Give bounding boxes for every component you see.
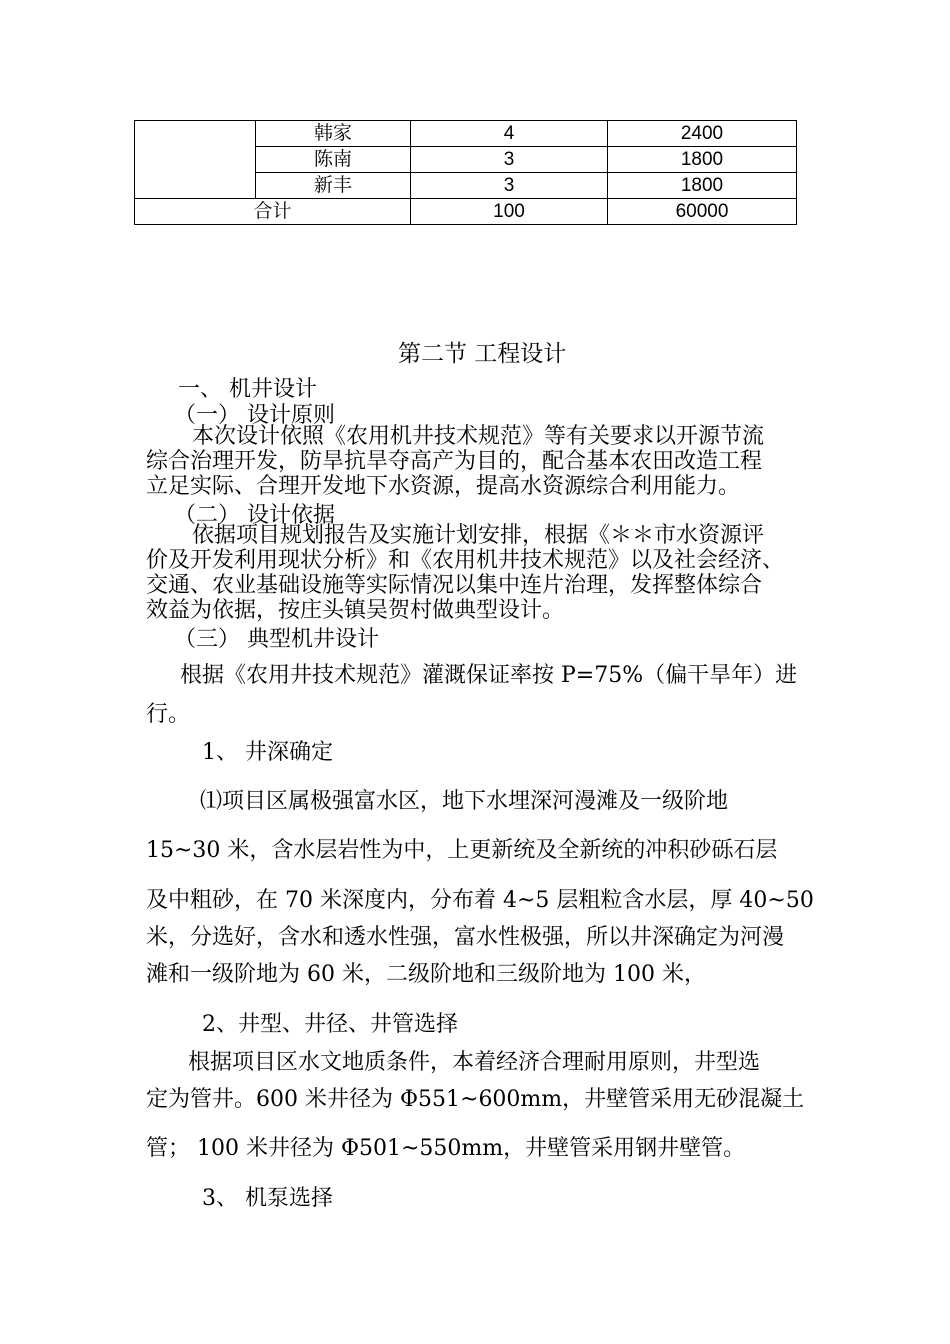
area-cell: 2400 — [608, 121, 797, 147]
paragraph-line: 行。 — [146, 702, 191, 727]
well-count-cell: 4 — [411, 121, 608, 147]
subheading-pump-selection: 3、 机泵选择 — [202, 1186, 333, 1211]
paragraph-line: 15~30 米，含水层岩性为中，上更新统及全新统的冲积砂砾石层 — [146, 838, 778, 863]
heading-design-principle: （一） 设计原则 — [174, 403, 335, 428]
table-total-row — [135, 199, 797, 225]
total-area-cell: 60000 — [608, 199, 797, 225]
heading-design-basis: （二） 设计依据 — [174, 503, 335, 528]
paragraph-line: 交通、农业基础设施等实际情况以集中连片治理，发挥整体综合 — [146, 573, 763, 598]
total-label-cell: 合计 — [135, 199, 411, 225]
area-cell: 1800 — [608, 173, 797, 199]
well-count-cell: 3 — [411, 147, 608, 173]
paragraph-line: 价及开发利用现状分析》和《农用机井技术规范》以及社会经济、 — [146, 548, 785, 573]
well-count-cell: 3 — [411, 173, 608, 199]
paragraph-line: 本次设计依照《农用机井技术规范》等有关要求以开源节流 — [192, 424, 765, 449]
well-allocation-table — [134, 120, 797, 225]
table-cell-merged — [135, 121, 256, 199]
paragraph-line: 管； 100 米井径为 Φ501~550mm，井壁管采用钢井壁管。 — [146, 1136, 746, 1161]
paragraph-line: 滩和一级阶地为 60 米，二级阶地和三级阶地为 100 米， — [146, 962, 706, 987]
table-row — [135, 121, 797, 147]
subheading-well-type: 2、井型、井径、井管选择 — [202, 1012, 458, 1037]
paragraph-line: 依据项目规划报告及实施计划安排，根据《＊＊市水资源评 — [192, 523, 765, 548]
paragraph-line: 米，分选好，含水和透水性强，富水性极强，所以井深确定为河漫 — [146, 925, 785, 950]
paragraph-line: 立足实际、合理开发地下水资源，提高水资源综合利用能力。 — [146, 474, 741, 499]
paragraph-line: 综合治理开发，防旱抗旱夺高产为目的，配合基本农田改造工程 — [146, 449, 763, 474]
village-cell: 韩家 — [256, 121, 411, 147]
total-count-cell: 100 — [411, 199, 608, 225]
subheading-well-depth: 1、 井深确定 — [202, 740, 333, 765]
village-cell: 陈南 — [256, 147, 411, 173]
paragraph-line: 定为管井。600 米井径为 Φ551~600mm，井壁管采用无砂混凝土 — [146, 1087, 805, 1112]
paragraph-line: 效益为依据，按庄头镇吴贺村做典型设计。 — [146, 598, 565, 623]
area-cell: 1800 — [608, 147, 797, 173]
village-cell: 新丰 — [256, 173, 411, 199]
paragraph-line: 及中粗砂，在 70 米深度内，分布着 4~5 层粗粒含水层，厚 40~50 — [146, 888, 814, 913]
section-title: 第二节 工程设计 — [398, 341, 567, 367]
paragraph-line: 根据项目区水文地质条件，本着经济合理耐用原则，井型选 — [188, 1050, 761, 1075]
heading-typical-well-design: （三） 典型机井设计 — [174, 627, 379, 652]
heading-well-design: 一、 机井设计 — [178, 377, 317, 402]
paragraph-line: ⑴项目区属极强富水区，地下水埋深河漫滩及一级阶地 — [200, 789, 729, 814]
paragraph-line: 根据《农用井技术规范》灌溉保证率按 P=75%（偏干旱年）进 — [180, 663, 798, 688]
